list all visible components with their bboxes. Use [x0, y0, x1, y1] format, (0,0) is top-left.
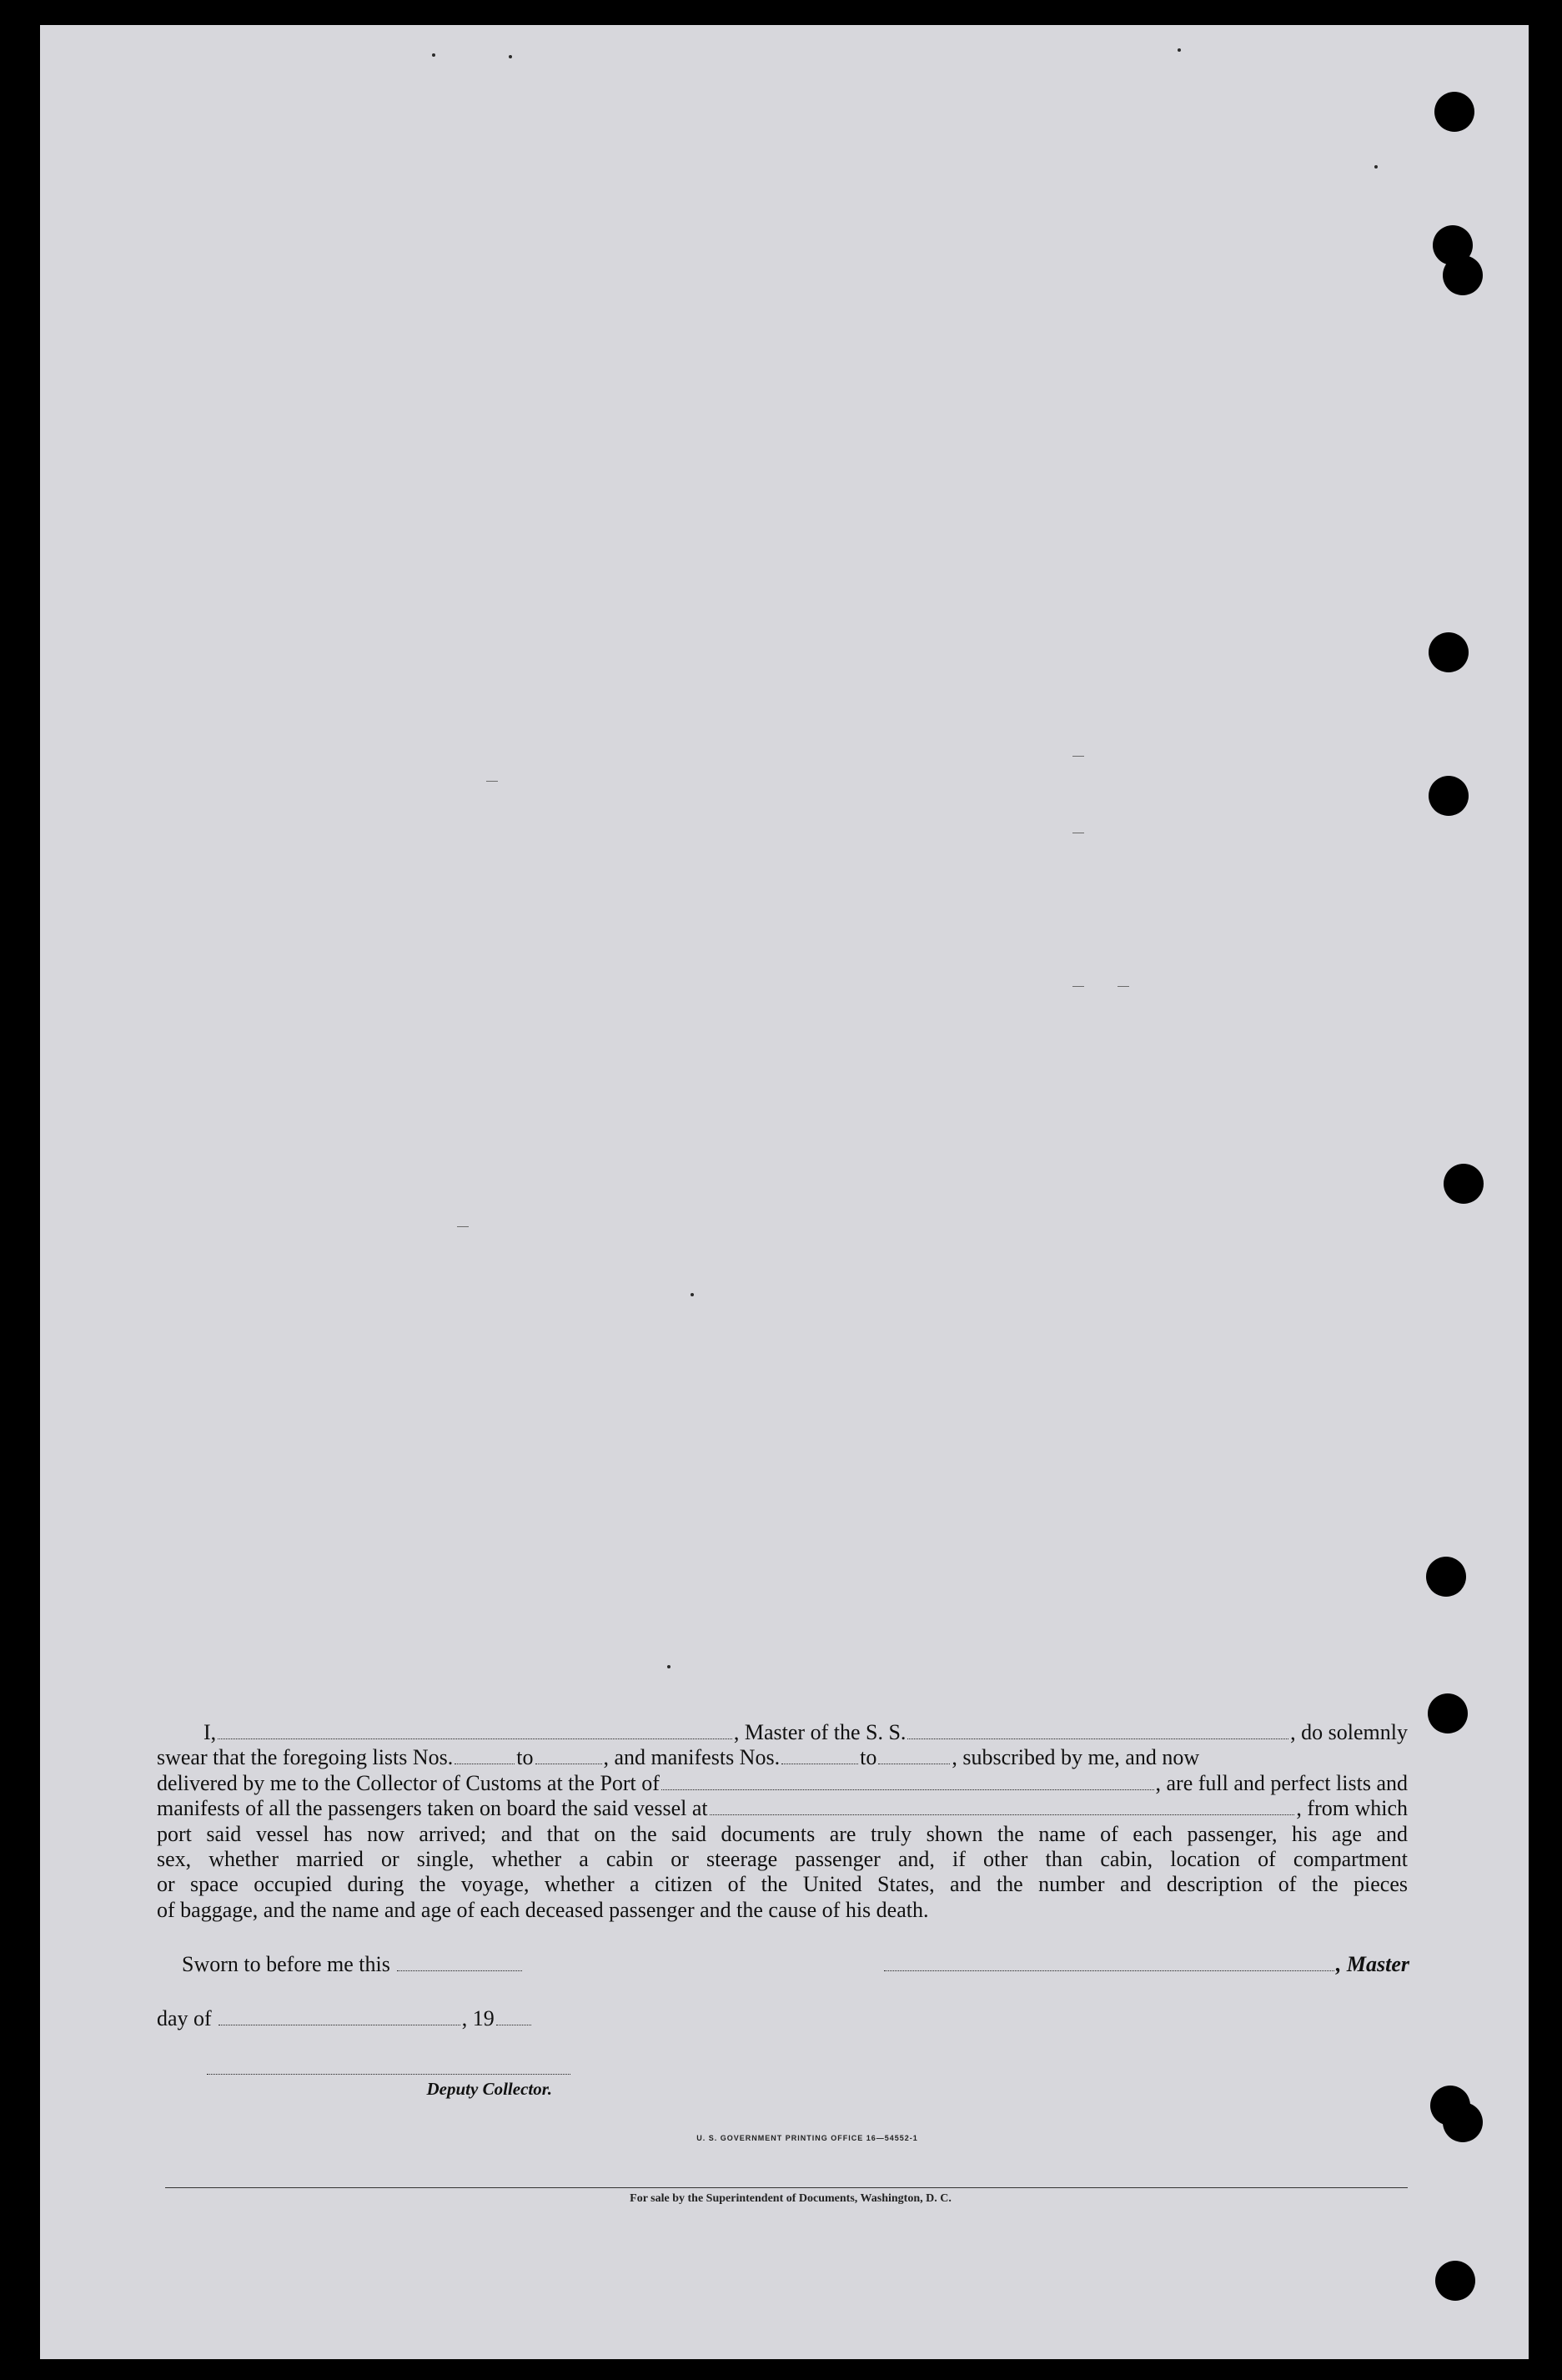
month-field[interactable]: [218, 2010, 460, 2025]
oath-text: , and manifests Nos.: [603, 1745, 781, 1770]
mark: [457, 1226, 469, 1227]
oath-text: , Master of the S. S.: [733, 1720, 907, 1744]
mark: [1072, 756, 1084, 757]
punch-hole: [1434, 92, 1474, 132]
year-field[interactable]: [496, 2010, 531, 2025]
punch-hole: [1426, 1557, 1466, 1597]
speck: [691, 1293, 694, 1296]
speck: [432, 53, 435, 57]
day-of-line: [157, 2006, 574, 2031]
manifests-to-field[interactable]: [878, 1749, 950, 1764]
bottom-rule: [165, 2187, 1408, 2188]
oath-text: , subscribed by me, and now: [952, 1745, 1200, 1770]
for-sale-note: For sale by the Superintendent of Documents, Washington, D. C.: [630, 2192, 952, 2205]
sworn-day-field[interactable]: [397, 1955, 522, 1971]
master-label: , Master: [1335, 1952, 1409, 1976]
punch-hole: [1435, 2261, 1475, 2301]
sworn-line: [182, 1952, 582, 1977]
oath-paragraph: [157, 1720, 1408, 1923]
vessel-name-field[interactable]: [907, 1723, 1288, 1739]
punch-hole: [1429, 632, 1469, 672]
punch-hole: [1443, 255, 1483, 295]
punch-hole: [1444, 1164, 1484, 1204]
deputy-collector-label: Deputy Collector.: [426, 2079, 552, 2099]
oath-line: [157, 1720, 1408, 1745]
speck: [667, 1665, 671, 1668]
speck: [509, 55, 512, 58]
oath-text: manifests of all the passengers taken on board the said vessel at: [157, 1796, 708, 1821]
punch-hole: [1429, 776, 1469, 816]
oath-line: [157, 1796, 1408, 1821]
speck: [1178, 48, 1181, 52]
document-sheet: [40, 25, 1529, 2359]
master-signature-line: [882, 1952, 1409, 1977]
day-of-label: day of: [157, 2006, 212, 2030]
master-name-field[interactable]: [218, 1723, 732, 1739]
deputy-signature-field[interactable]: [207, 2074, 570, 2075]
oath-text: of baggage, and the name and age of each deceased passenger and the cause of his death.: [157, 1897, 929, 1922]
punch-hole: [1443, 2102, 1483, 2142]
oath-text: swear that the foregoing lists Nos.: [157, 1745, 454, 1770]
mark: [486, 781, 498, 782]
mark: [1072, 986, 1084, 987]
oath-text: , do solemnly: [1290, 1720, 1408, 1744]
port-field[interactable]: [661, 1774, 1154, 1790]
oath-line: [157, 1745, 1408, 1770]
oath-line: [157, 1771, 1408, 1796]
oath-text: to: [860, 1745, 877, 1770]
mark: [1118, 986, 1129, 987]
oath-text: , are full and perfect lists and: [1155, 1770, 1408, 1795]
lists-from-field[interactable]: [455, 1749, 515, 1764]
printer-imprint: U. S. GOVERNMENT PRINTING OFFICE 16—54552-1: [696, 2134, 918, 2142]
punch-hole: [1428, 1693, 1468, 1733]
oath-text: , from which: [1296, 1796, 1408, 1821]
oath-text: delivered by me to the Collector of Customs at the Port of: [157, 1770, 660, 1795]
oath-text: port said vessel has now arrived; and that on the said documents are truly shown the name of each passenger, his age and: [157, 1821, 1408, 1846]
oath-text: to: [516, 1745, 534, 1770]
sworn-label: Sworn to before me this: [182, 1952, 390, 1976]
year-label: , 19: [461, 2006, 495, 2030]
lists-to-field[interactable]: [535, 1749, 602, 1764]
departure-port-field[interactable]: [710, 1799, 1295, 1815]
oath-text: sex, whether married or single, whether a cabin or steerage passenger and, if other than cabin, location of compartment: [157, 1846, 1408, 1871]
master-signature-field[interactable]: [884, 1955, 1334, 1971]
oath-text: I,: [203, 1720, 217, 1744]
speck: [1374, 165, 1378, 169]
oath-text: or space occupied during the voyage, whether a citizen of the United States, and the number and description of the pieces: [157, 1872, 1408, 1897]
manifests-from-field[interactable]: [781, 1749, 858, 1764]
